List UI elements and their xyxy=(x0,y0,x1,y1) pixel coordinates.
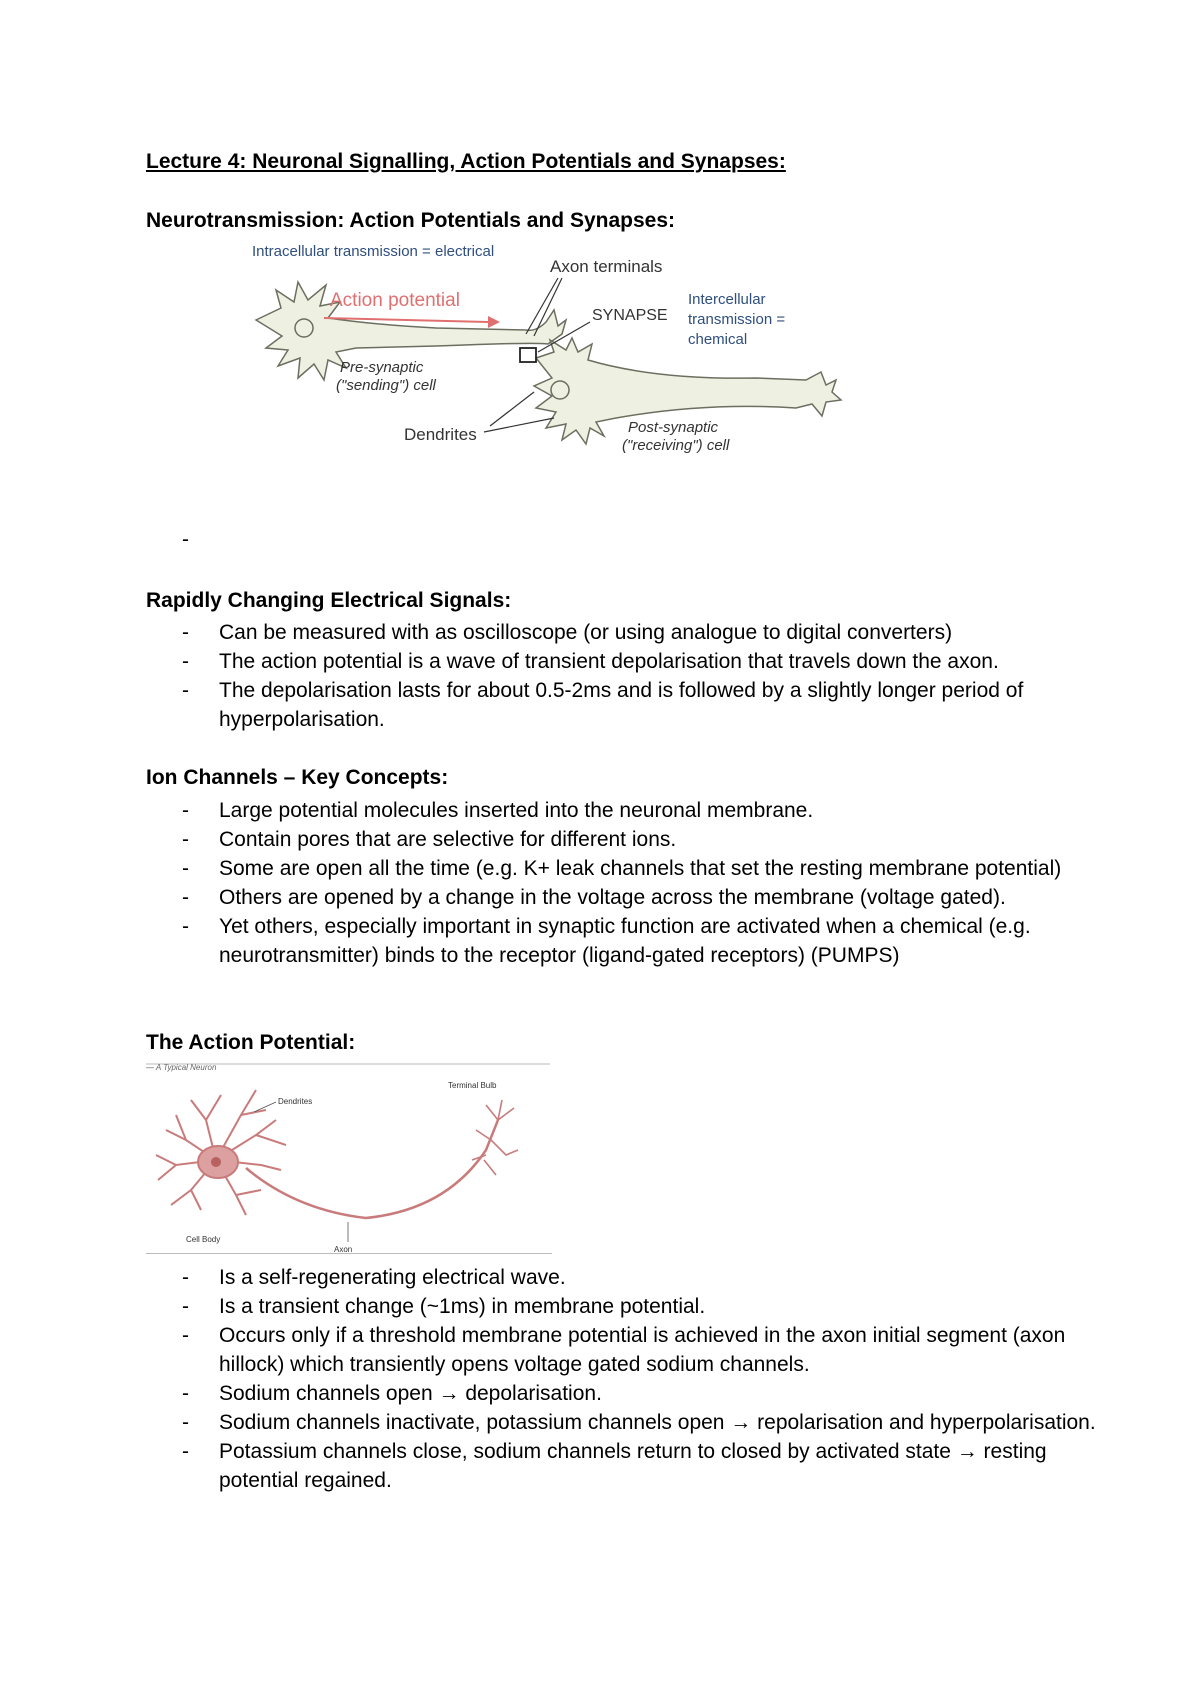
list-item: - Sodium channels inactivate, potassium channels open → repolarisation and hyperpolarisation. xyxy=(182,1411,1096,1434)
empty-bullet: - xyxy=(182,528,189,551)
electrical-signals-list xyxy=(146,618,1096,734)
list-item: - Others are opened by a change in the voltage across the membrane (voltage gated). xyxy=(182,886,1006,909)
list-item: - Some are open all the time (e.g. K+ leak channels that set the resting membrane potential) xyxy=(182,857,1062,880)
bottom-rule xyxy=(146,1253,552,1254)
list-item: - Is a transient change (~1ms) in membrane potential. xyxy=(182,1295,706,1318)
axon-line xyxy=(246,1120,498,1218)
label-dendrites: Dendrites xyxy=(278,1097,313,1106)
pointer-dendrites-1 xyxy=(484,418,554,432)
section-heading-neurotransmission: Neurotransmission: Action Potentials and Synapses: xyxy=(146,209,675,232)
list-item: - The action potential is a wave of transient depolarisation that travels down the axon. xyxy=(182,650,999,673)
label-synapse: SYNAPSE xyxy=(592,307,668,324)
label-intercellular-2: transmission = xyxy=(688,311,786,328)
pointer-dendrites-2 xyxy=(490,392,534,426)
label-postsynaptic-1: Post-synaptic xyxy=(628,419,719,436)
label-cell-body: Cell Body xyxy=(186,1235,221,1244)
terminal-bulb xyxy=(472,1100,518,1175)
list-item: - Can be measured with as oscilloscope (or using analogue to digital converters) xyxy=(182,621,953,644)
list-item: - Large potential molecules inserted into the neuronal membrane. xyxy=(182,799,814,822)
list-item: - Sodium channels open → depolarisation. xyxy=(182,1382,602,1405)
label-dendrites: Dendrites xyxy=(404,425,477,444)
label-action-potential: Action potential xyxy=(330,290,460,311)
label-axon: Axon xyxy=(334,1245,353,1252)
list-item: - Is a self-regenerating electrical wave. xyxy=(182,1266,566,1289)
arrow-head xyxy=(488,316,500,328)
synapse-box xyxy=(520,348,536,362)
label-axon-terminals: Axon terminals xyxy=(550,257,663,276)
synapse-diagram xyxy=(236,240,916,500)
caption-typical-neuron: — A Typical Neuron xyxy=(146,1063,217,1072)
ion-channels-list xyxy=(146,796,1096,970)
section-heading-electrical-signals: Rapidly Changing Electrical Signals: xyxy=(146,589,512,612)
action-potential-list xyxy=(146,1263,1096,1495)
section-heading-ion-channels: Ion Channels – Key Concepts: xyxy=(146,766,449,789)
caption-intracellular: Intracellular transmission = electrical xyxy=(252,243,495,260)
section-heading-action-potential: The Action Potential: xyxy=(146,1031,356,1054)
label-intercellular-1: Intercellular xyxy=(688,291,766,308)
label-postsynaptic-2: ("receiving") cell xyxy=(622,437,730,454)
label-intercellular-3: chemical xyxy=(688,331,748,348)
label-presynaptic-2: ("sending") cell xyxy=(336,377,436,394)
page-title: Lecture 4: Neuronal Signalling, Action Potentials and Synapses: xyxy=(146,150,786,173)
label-terminal-bulb: Terminal Bulb xyxy=(448,1081,497,1090)
nucleus-shape xyxy=(211,1157,221,1167)
list-item: - Yet others, especially important in synaptic function are activated when a chemical (e.g. neurotransmitter) binds to the receptor (ligand-gated receptors) (PUMPS) xyxy=(182,915,1031,967)
list-item: - Potassium channels close, sodium channels return to closed by activated state → resting potential regained. xyxy=(182,1440,1047,1492)
label-presynaptic-1: Pre-synaptic xyxy=(340,359,424,376)
typical-neuron-diagram xyxy=(146,1060,556,1252)
list-item: - Contain pores that are selective for different ions. xyxy=(182,828,677,851)
list-item: - Occurs only if a threshold membrane potential is achieved in the axon initial segment (axon hillock) which transiently opens voltage gated sodium channels. xyxy=(182,1324,1066,1376)
list-item: - The depolarisation lasts for about 0.5-2ms and is followed by a slightly longer period of hyperpolarisation. xyxy=(182,679,1024,731)
